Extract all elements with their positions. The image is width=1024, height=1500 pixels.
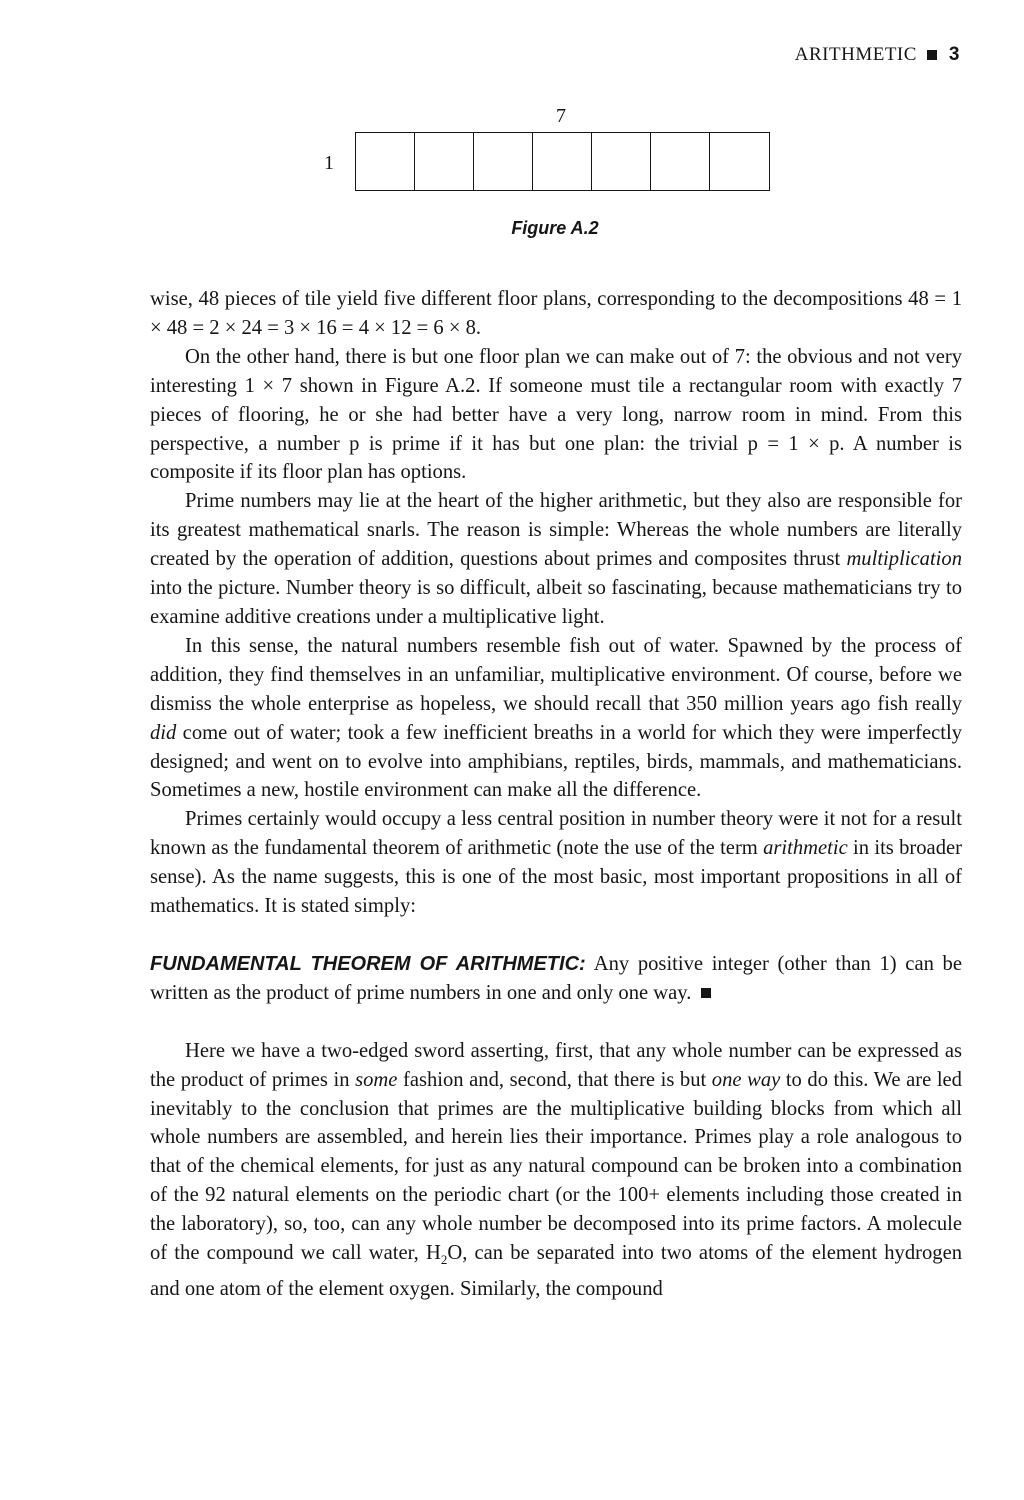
paragraph-3: Prime numbers may lie at the heart of the higher arithmetic, but they also are responsible for its greatest mathematical snarls. The reason is simple: Whereas the whole numbers are literally created by the operation of addition, questions about primes and composites thrust multiplication into the picture. Number theory is so difficult, albeit so fascinating, because mathematicians try to examine additive creations under a multiplicative light.	[150, 490, 962, 628]
running-title: ARITHMETIC	[794, 44, 917, 65]
tile-row	[355, 132, 770, 191]
paragraph-6: Here we have a two-edged sword asserting, first, that any whole number can be expressed as the product of primes in some fashion and, second, that there is but one way to do this. We are led inevitably to the conclusion that primes are the multiplicative building blocks from which all whole numbers are assembled, and herein lies their importance. Primes play a role analogous to that of the chemical elements, for just as any natural compound can be broken into a combination of the 92 natural elements on the periodic chart (or the 100+ elements including those created in the laboratory), so, too, can any whole number be decomposed into its prime factors. A molecule of the compound we call water, $H_2O$, can be separated into two atoms of the element hydrogen and one atom of the element oxygen. Similarly, the compound	[150, 1039, 963, 1301]
emphasis-some: some	[355, 1068, 398, 1091]
emphasis-arithmetic: arithmetic	[763, 837, 848, 860]
emphasis-multiplication: multiplication	[846, 548, 962, 571]
tile	[592, 133, 651, 190]
header-square-icon	[927, 50, 937, 60]
tile	[651, 133, 710, 190]
theorem-label: FUNDAMENTAL THEOREM OF ARITHMETIC:	[150, 952, 586, 975]
subscript-2: 2	[440, 1252, 448, 1268]
theorem-statement	[150, 950, 962, 1008]
theorem-text: Any positive integer (other than 1) can be written as the product of prime numbers in one and only one way.	[150, 952, 962, 1004]
tile	[474, 133, 533, 190]
page-number: 3	[948, 44, 960, 65]
running-header	[795, 44, 960, 66]
figure-length-label: 7	[556, 105, 566, 127]
figure-width-label: 1	[324, 152, 334, 174]
tile	[356, 133, 415, 190]
tile	[533, 133, 592, 190]
emphasis-one-way: one way	[711, 1068, 781, 1091]
paragraph-2: On the other hand, there is but one floor plan we can make out of 7: the obvious and not very interesting 1 × 7 shown in Figure A.2. If someone must tile a rectangular room with exactly 7 pieces of flooring, he or she had better have a very long, narrow room in mind. From this perspective, a number p is prime if it has but one plan: the trivial p = 1 × p. A number is composite if its floor plan has options.	[150, 345, 962, 484]
tile	[415, 133, 474, 190]
end-of-theorem-icon	[701, 988, 711, 998]
paragraph-5: Primes certainly would occupy a less central position in number theory were it not for a result known as the fundamental theorem of arithmetic (note the use of the term arithmetic in its broader sense). As the name suggests, this is one of the most basic, most important propositions in all of mathematics. It is stated simply:	[150, 808, 962, 918]
tile	[710, 133, 769, 190]
paragraph-1: wise, 48 pieces of tile yield five different floor plans, corresponding to the decompositions 48 = 1 × 48 = 2 × 24 = 3 × 16 = 4 × 12 = 6 × 8.	[150, 288, 962, 339]
figure-a2	[0, 100, 1024, 250]
emphasis-did: did	[150, 721, 177, 744]
paragraph-4: In this sense, the natural numbers resemble fish out of water. Spawned by the process of addition, they find themselves in an unfamiliar, multiplicative environment. Of course, before we dismiss the whole enterprise as hopeless, we should recall that 350 million years ago fish really did come out of water; took a few inefficient breaths in a world for which they were imperfectly designed; and went on to evolve into amphibians, reptiles, birds, mammals, and mathematicians. Sometimes a new, hostile environment can make all the difference.	[150, 634, 962, 802]
body-text	[150, 285, 962, 1304]
figure-caption: Figure A.2	[511, 218, 599, 238]
